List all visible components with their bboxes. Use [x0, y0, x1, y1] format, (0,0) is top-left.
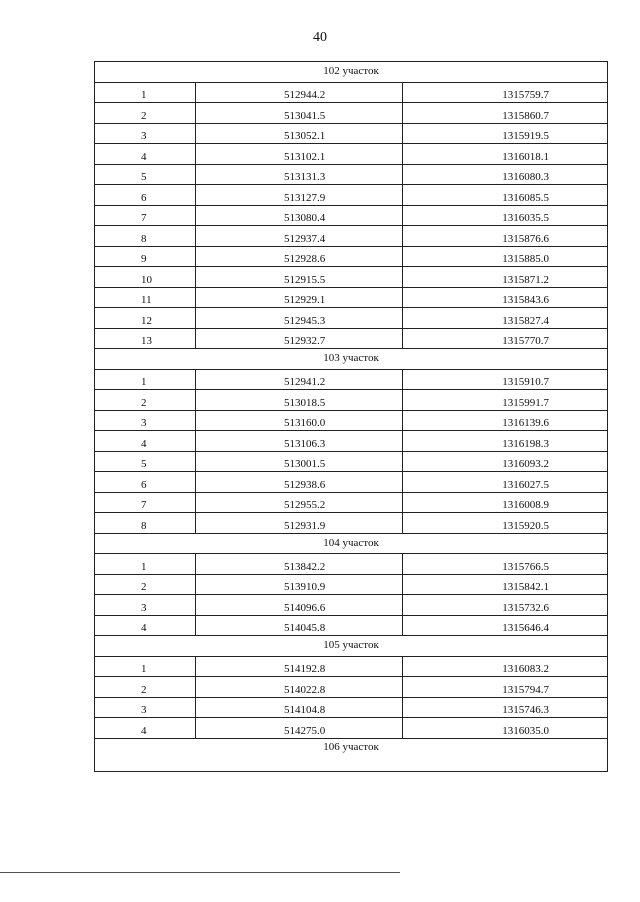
y-coordinate-cell: 1316027.5 — [403, 472, 608, 493]
y-coordinate-cell: 1315770.7 — [403, 328, 608, 349]
table-row — [95, 369, 608, 390]
y-coordinate-cell: 1315885.0 — [403, 246, 608, 267]
coordinates-table — [94, 61, 608, 772]
section-header-row — [95, 349, 608, 370]
section-title: 106 участок — [95, 738, 608, 771]
y-coordinate-cell: 1316139.6 — [403, 410, 608, 431]
x-coordinate-cell: 512941.2 — [196, 369, 403, 390]
table-row — [95, 718, 608, 739]
x-coordinate-cell: 514045.8 — [196, 615, 403, 636]
table-row — [95, 144, 608, 165]
point-number-cell: 2 — [95, 103, 196, 124]
section-header-row — [95, 62, 608, 83]
table-row — [95, 267, 608, 288]
table-row — [95, 431, 608, 452]
x-coordinate-cell: 514022.8 — [196, 677, 403, 698]
point-number-cell: 1 — [95, 82, 196, 103]
point-number-cell: 4 — [95, 431, 196, 452]
y-coordinate-cell: 1315843.6 — [403, 287, 608, 308]
x-coordinate-cell: 512945.3 — [196, 308, 403, 329]
table-row — [95, 554, 608, 575]
y-coordinate-cell: 1315842.1 — [403, 574, 608, 595]
y-coordinate-cell: 1316093.2 — [403, 451, 608, 472]
point-number-cell: 8 — [95, 226, 196, 247]
point-number-cell: 1 — [95, 369, 196, 390]
y-coordinate-cell: 1315827.4 — [403, 308, 608, 329]
x-coordinate-cell: 513080.4 — [196, 205, 403, 226]
y-coordinate-cell: 1315991.7 — [403, 390, 608, 411]
x-coordinate-cell: 513910.9 — [196, 574, 403, 595]
x-coordinate-cell: 512955.2 — [196, 492, 403, 513]
point-number-cell: 1 — [95, 554, 196, 575]
point-number-cell: 3 — [95, 697, 196, 718]
x-coordinate-cell: 512928.6 — [196, 246, 403, 267]
x-coordinate-cell: 512931.9 — [196, 513, 403, 534]
table-row — [95, 677, 608, 698]
y-coordinate-cell: 1316198.3 — [403, 431, 608, 452]
point-number-cell: 2 — [95, 677, 196, 698]
table-row — [95, 123, 608, 144]
section-title: 103 участок — [95, 349, 608, 370]
point-number-cell: 5 — [95, 164, 196, 185]
x-coordinate-cell: 512938.6 — [196, 472, 403, 493]
x-coordinate-cell: 513041.5 — [196, 103, 403, 124]
y-coordinate-cell: 1315919.5 — [403, 123, 608, 144]
table-row — [95, 472, 608, 493]
footer-rule — [0, 872, 400, 873]
table-row — [95, 328, 608, 349]
x-coordinate-cell: 513160.0 — [196, 410, 403, 431]
table-row — [95, 615, 608, 636]
point-number-cell: 9 — [95, 246, 196, 267]
section-header-row — [95, 533, 608, 554]
table-row — [95, 82, 608, 103]
table-row — [95, 103, 608, 124]
point-number-cell: 2 — [95, 574, 196, 595]
point-number-cell: 2 — [95, 390, 196, 411]
coordinates-table-body — [95, 62, 608, 772]
x-coordinate-cell: 513127.9 — [196, 185, 403, 206]
table-row — [95, 390, 608, 411]
table-row — [95, 513, 608, 534]
y-coordinate-cell: 1315876.6 — [403, 226, 608, 247]
y-coordinate-cell: 1315920.5 — [403, 513, 608, 534]
x-coordinate-cell: 513131.3 — [196, 164, 403, 185]
x-coordinate-cell: 512915.5 — [196, 267, 403, 288]
point-number-cell: 13 — [95, 328, 196, 349]
section-header-row — [95, 636, 608, 657]
point-number-cell: 4 — [95, 615, 196, 636]
point-number-cell: 4 — [95, 718, 196, 739]
point-number-cell: 8 — [95, 513, 196, 534]
y-coordinate-cell: 1316018.1 — [403, 144, 608, 165]
y-coordinate-cell: 1315794.7 — [403, 677, 608, 698]
section-title: 102 участок — [95, 62, 608, 83]
x-coordinate-cell: 514192.8 — [196, 656, 403, 677]
table-row — [95, 164, 608, 185]
section-header-row — [95, 738, 608, 771]
point-number-cell: 7 — [95, 492, 196, 513]
y-coordinate-cell: 1315759.7 — [403, 82, 608, 103]
x-coordinate-cell: 513842.2 — [196, 554, 403, 575]
x-coordinate-cell: 513052.1 — [196, 123, 403, 144]
point-number-cell: 10 — [95, 267, 196, 288]
table-row — [95, 205, 608, 226]
section-title: 105 участок — [95, 636, 608, 657]
table-row — [95, 185, 608, 206]
y-coordinate-cell: 1316008.9 — [403, 492, 608, 513]
x-coordinate-cell: 514275.0 — [196, 718, 403, 739]
section-title: 104 участок — [95, 533, 608, 554]
x-coordinate-cell: 512932.7 — [196, 328, 403, 349]
point-number-cell: 11 — [95, 287, 196, 308]
table-row — [95, 226, 608, 247]
table-row — [95, 595, 608, 616]
x-coordinate-cell: 514096.6 — [196, 595, 403, 616]
y-coordinate-cell: 1315766.5 — [403, 554, 608, 575]
point-number-cell: 4 — [95, 144, 196, 165]
table-row — [95, 697, 608, 718]
table-row — [95, 246, 608, 267]
point-number-cell: 1 — [95, 656, 196, 677]
y-coordinate-cell: 1316083.2 — [403, 656, 608, 677]
y-coordinate-cell: 1315871.2 — [403, 267, 608, 288]
table-row — [95, 308, 608, 329]
point-number-cell: 7 — [95, 205, 196, 226]
y-coordinate-cell: 1316080.3 — [403, 164, 608, 185]
y-coordinate-cell: 1316085.5 — [403, 185, 608, 206]
x-coordinate-cell: 512944.2 — [196, 82, 403, 103]
table-row — [95, 656, 608, 677]
point-number-cell: 3 — [95, 595, 196, 616]
point-number-cell: 6 — [95, 185, 196, 206]
y-coordinate-cell: 1315910.7 — [403, 369, 608, 390]
x-coordinate-cell: 513102.1 — [196, 144, 403, 165]
x-coordinate-cell: 512937.4 — [196, 226, 403, 247]
point-number-cell: 12 — [95, 308, 196, 329]
y-coordinate-cell: 1316035.0 — [403, 718, 608, 739]
table-row — [95, 492, 608, 513]
point-number-cell: 6 — [95, 472, 196, 493]
x-coordinate-cell: 513001.5 — [196, 451, 403, 472]
point-number-cell: 3 — [95, 410, 196, 431]
x-coordinate-cell: 512929.1 — [196, 287, 403, 308]
x-coordinate-cell: 514104.8 — [196, 697, 403, 718]
y-coordinate-cell: 1315746.3 — [403, 697, 608, 718]
point-number-cell: 3 — [95, 123, 196, 144]
x-coordinate-cell: 513018.5 — [196, 390, 403, 411]
table-row — [95, 410, 608, 431]
y-coordinate-cell: 1315860.7 — [403, 103, 608, 124]
table-row — [95, 451, 608, 472]
y-coordinate-cell: 1315646.4 — [403, 615, 608, 636]
table-row — [95, 287, 608, 308]
y-coordinate-cell: 1316035.5 — [403, 205, 608, 226]
x-coordinate-cell: 513106.3 — [196, 431, 403, 452]
page-number: 40 — [313, 30, 327, 45]
y-coordinate-cell: 1315732.6 — [403, 595, 608, 616]
table-row — [95, 574, 608, 595]
point-number-cell: 5 — [95, 451, 196, 472]
